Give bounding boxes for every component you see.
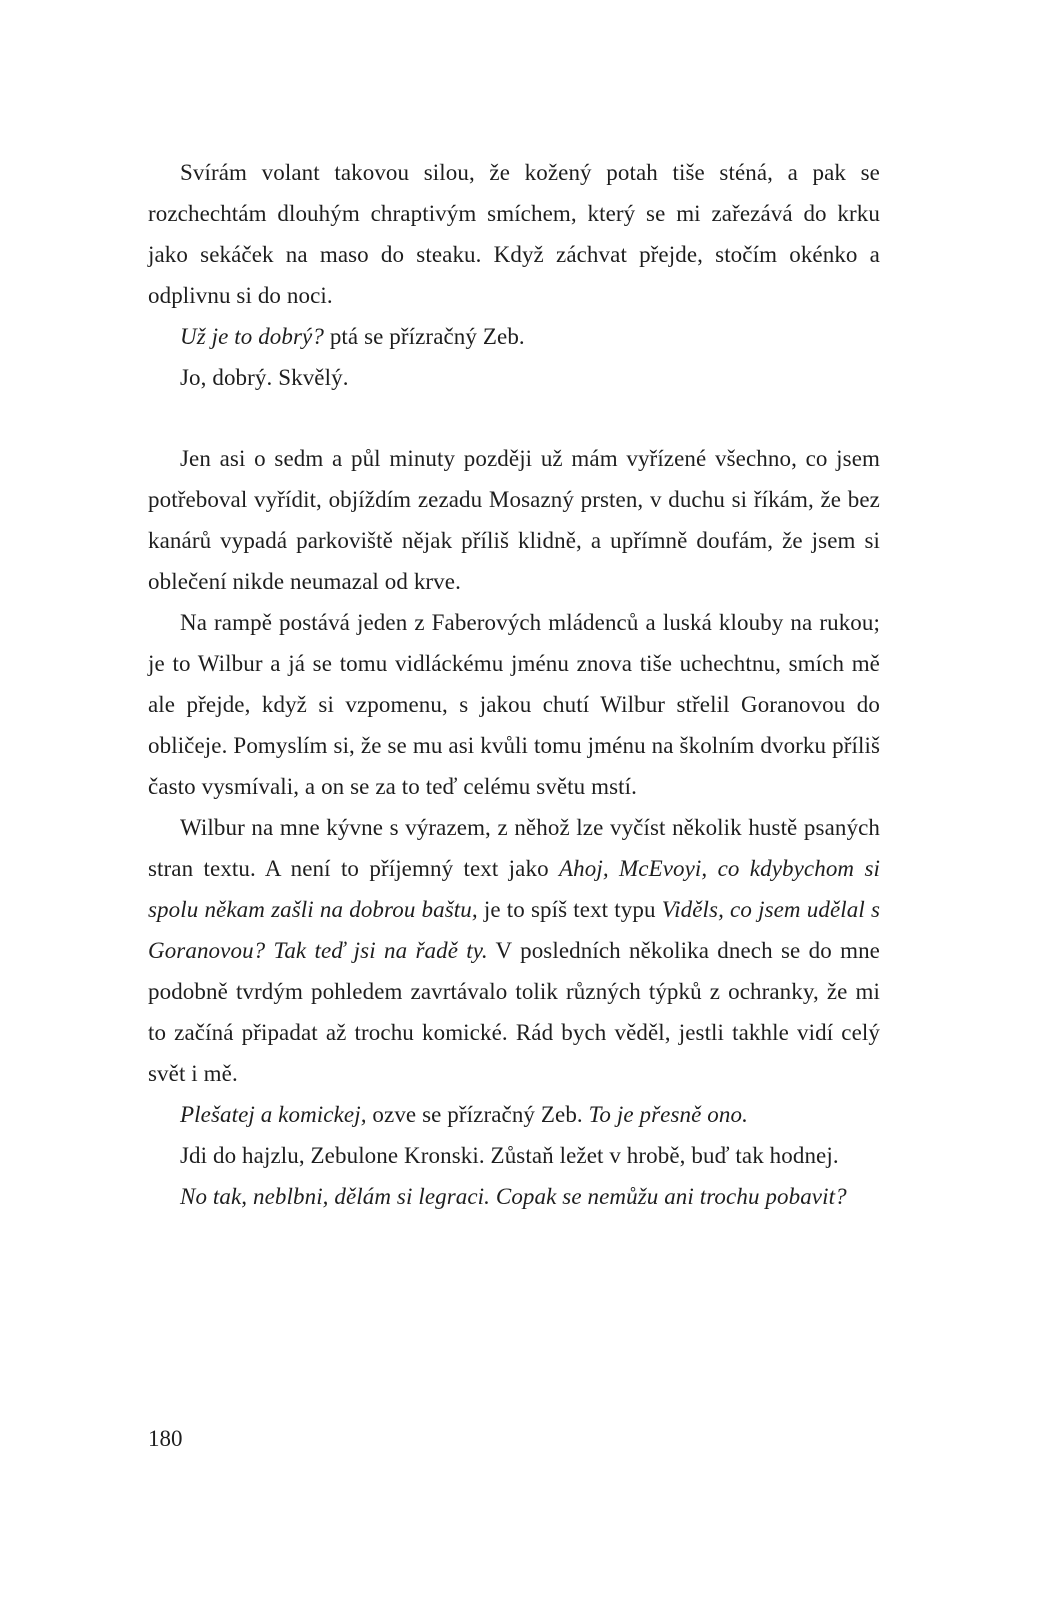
italic-run: Plešatej a komickej,: [180, 1102, 367, 1127]
text-run: Jo, dobrý. Skvělý.: [180, 365, 349, 390]
text-run: Svírám volant takovou silou, že kožený potah tiše sténá, a pak se rozchechtám dlouhým chraptivým smíchem, který se mi zařezává do krku jako sekáček na maso do steaku. Když záchvat přejde, stočím okénko a odplivnu si do noci.: [148, 160, 880, 308]
italic-run: Už je to dobrý?: [180, 324, 324, 349]
paragraph: [148, 357, 880, 398]
paragraph: [148, 152, 880, 316]
page-number: 180: [148, 1426, 183, 1451]
italic-run: Ahoj, McEvoyi, co kdybychom si spolu někam zašli na dobrou baštu,: [148, 856, 880, 922]
text-block: [148, 152, 880, 1217]
paragraph: [148, 1176, 880, 1217]
text-run: ptá se přízračný Zeb.: [323, 324, 525, 349]
text-run: Jen asi o sedm a půl minuty později už mám vyřízené všechno, co jsem potřeboval vyřídit, objíždím zezadu Mosazný prsten, v duchu si říkám, že bez kanárů vypadá parkoviště nějak příliš klidně, a upřímně doufám, že jsem si oblečení nikde neumazal od krve.: [148, 446, 880, 594]
paragraph: [148, 602, 880, 807]
paragraph: [148, 316, 880, 357]
text-run: V posledních několika dnech se do mne podobně tvrdým pohledem zavrtávalo tolik různých týpků z ochranky, že mi to začíná připadat až trochu komické. Rád bych věděl, jestli takhle vidí celý svět i mě.: [148, 938, 880, 1086]
paragraph: [148, 1135, 880, 1176]
text-run: Na rampě postává jeden z Faberových mládenců a luská klouby na rukou; je to Wilbur a já se tomu vidláckému jménu znova tiše uchechtnu, smích mě ale přejde, když si vzpomenu, s jakou chutí Wilbur střelil Goranovou do obličeje. Pomyslím si, že se mu asi kvůli tomu jménu na školním dvorku příliš často vysmívali, a on se za to teď celému světu mstí.: [148, 610, 880, 799]
italic-run: Viděls, co jsem udělal s Goranovou? Tak teď jsi na řadě ty.: [148, 897, 881, 963]
text-run: ozve se přízračný Zeb.: [366, 1102, 589, 1127]
italic-run: To je přesně ono.: [588, 1102, 748, 1127]
text-run: Wilbur na mne kývne s výrazem, z něhož lze vyčíst několik hustě psaných stran textu. A není to příjemný text jako: [148, 815, 880, 881]
italic-run: No tak, neblbni, dělám si legraci. Copak se nemůžu ani trochu pobavit?: [180, 1184, 847, 1209]
text-run: Jdi do hajzlu, Zebulone Kronski. Zůstaň ležet v hrobě, buď tak hodnej.: [180, 1143, 839, 1168]
paragraph: [148, 438, 880, 602]
text-run: je to spíš text typu: [477, 897, 662, 922]
paragraph: [148, 1094, 880, 1135]
paragraph: [148, 807, 880, 1094]
